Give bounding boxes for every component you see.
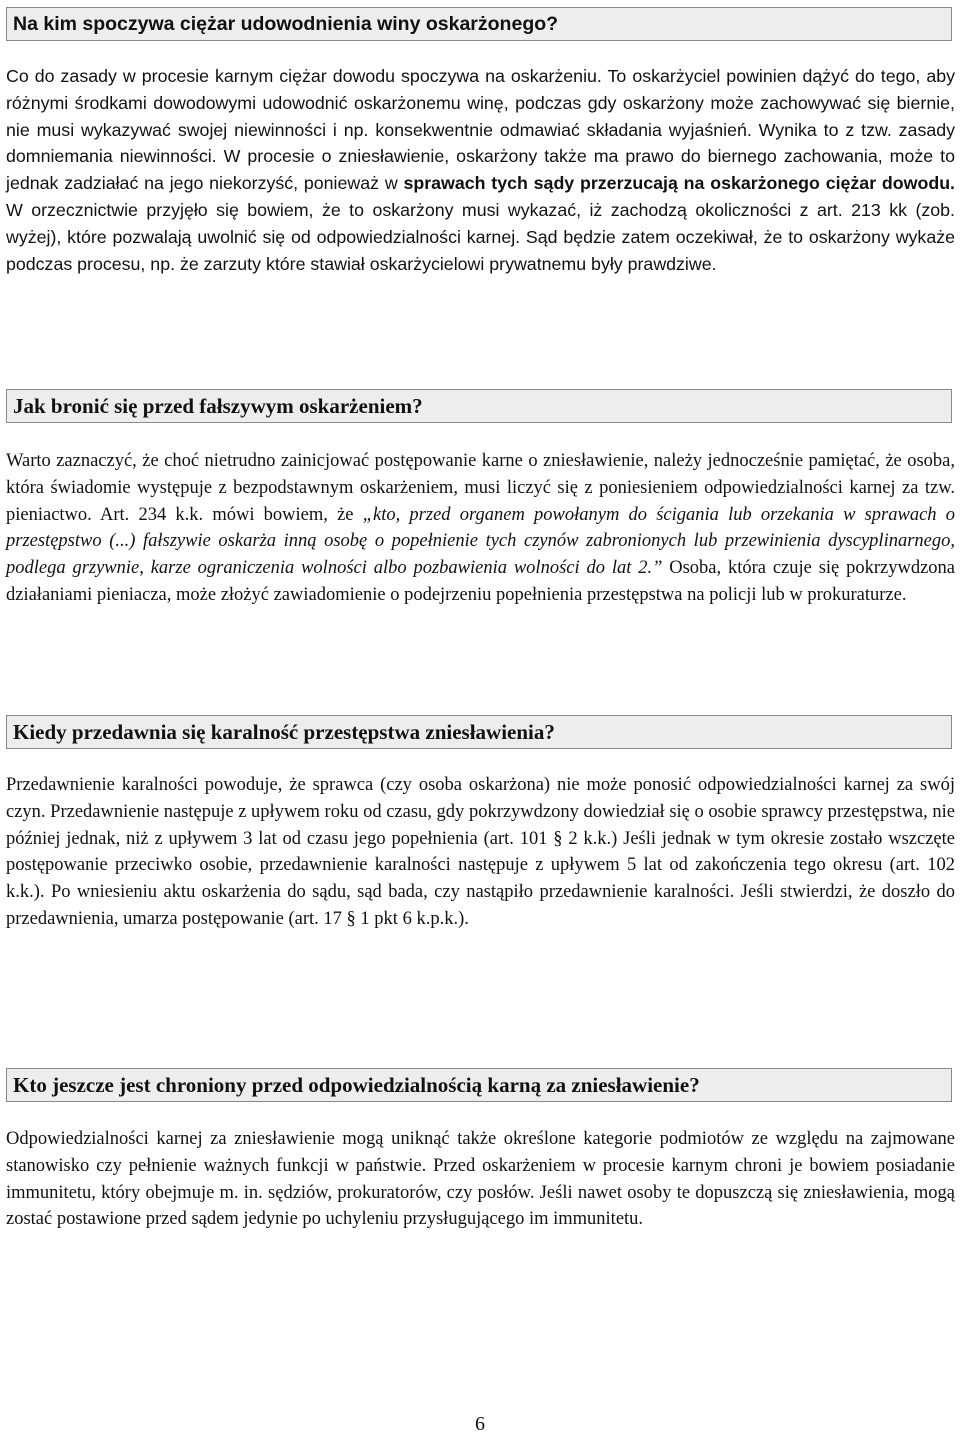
paragraph-text: Odpowiedzialności karnej za zniesławienie mogą uniknąć także określone kategorie podmiotów ze względu na zajmowane stanowisko czy pełnienie ważnych funkcji w państwie. Przed oskarżeniem w procesie karnym chroni je bowiem posiadanie immunitetu, który obejmuje m. in. sędziów, prokuratorów, czy posłów. Jeśli nawet osoby te dopuszczą się zniesławienia, mogą zostać postawione przed sądem jedynie po uchyleniu przysługującego im immunitetu. [6, 1129, 955, 1230]
heading-text: Na kim spoczywa ciężar udowodnienia winy oskarżonego? [13, 12, 559, 35]
heading-text: Kto jeszcze jest chroniony przed odpowiedzialnością karną za zniesławienie? [13, 1072, 700, 1097]
heading-text: Kiedy przedawnia się karalność przestępstwa zniesławienia? [13, 719, 555, 744]
paragraph-text: Co do zasady w procesie karnym ciężar dowodu spoczywa na oskarżeniu. To oskarżyciel powinien dążyć do tego, aby różnymi środkami dowodowymi udowodnić oskarżonemu winę, podczas gdy oskarżony może zachowywać się biernie, nie musi wykazywać swojej niewinności i np. konsekwentnie odmawiać składania wyjaśnień. Wynika to z tzw. zasady domniemania niewinności. [6, 66, 955, 167]
paragraph-limitation [6, 772, 955, 933]
section-heading-immunity [6, 1068, 952, 1102]
quoted-article: „kto, przed organem powołanym do ścigania lub orzekania w sprawach o przestępstwo (...) fałszywie oskarża inną osobę o popełnienie tych czynów zabronionych lub przewinienia dyscyplinarnego, podlega grzywnie, karze ograniczenia wolności albo pozbawienia wolności do lat 2.” [6, 504, 956, 579]
section-heading-false-accusation [6, 389, 952, 423]
bold-emphasis: sprawach tych sądy przerzucają na oskarżonego ciężar dowodu. [403, 173, 955, 194]
paragraph-text: Przedawnienie karalności powoduje, że sprawca (czy osoba oskarżona) nie może ponosić odpowiedzialności karnej za swój czyn. Przedawnienie następuje z upływem roku od czasu, gdy pokrzywdzony dowiedział się o osobie sprawcy przestępstwa, nie później jednak, niż z upływem 3 lat od czasu jego popełnienia (art. 101 § 2 k.k.) Jeśli jednak w tym okresie zostało wszczęte postępowanie przeciwko osobie, przedawnienie karalności następuje z upływem 5 lat od zakończenia tego okresu (art. 102 k.k.). Po wniesieniu aktu oskarżenia do sądu, sąd bada, czy nastąpiło przedawnienie karalności. Jeśli stwierdzi, że doszło do przedawnienia, umarza postępowanie (art. 17 § 1 pkt 6 k.p.k.). [6, 775, 955, 929]
heading-text: Jak bronić się przed fałszywym oskarżeniem? [13, 393, 423, 418]
paragraph-text: Warto zaznaczyć, że choć nietrudno zainicjować postępowanie karne o zniesławienie, należy jednocześnie pamiętać, że osoba, która świadomie występuje z bezpodstawnym oskarżeniem, musi liczyć się z poniesieniem odpowiedzialności karnej za tzw. pieniactwo. Art. 234 k.k. mówi bowiem, że [6, 451, 955, 525]
section-heading-limitation [6, 715, 952, 749]
page-number: 6 [475, 1413, 485, 1435]
paragraph-false-accusation [6, 448, 955, 609]
paragraph-immunity [6, 1126, 955, 1233]
paragraph-text: Osoba, która czuje się pokrzywdzona działaniami pieniacza, może złożyć zawiadomienie o podejrzeniu popełnienia przestępstwa na policji lub w prokuraturze. [6, 558, 956, 605]
paragraph-text: W procesie o zniesławienie, oskarżony także ma prawo do biernego zachowania, może to jednak zadziałać na jego niekorzyść, ponieważ w [6, 146, 955, 194]
section-heading-burden-of-proof [6, 7, 952, 41]
paragraph-text: W orzecznictwie przyjęło się bowiem, że to oskarżony musi wykazać, iż zachodzą okoliczności z art. 213 kk (zob. wyżej), które pozwalają uwolnić się od odpowiedzialności karnej. Sąd będzie zatem oczekiwał, że to oskarżony wykaże podczas procesu, np. że zarzuty które stawiał oskarżycielowi prywatnemu były prawdziwe. [6, 199, 955, 274]
paragraph-burden-of-proof-1 [6, 63, 955, 277]
